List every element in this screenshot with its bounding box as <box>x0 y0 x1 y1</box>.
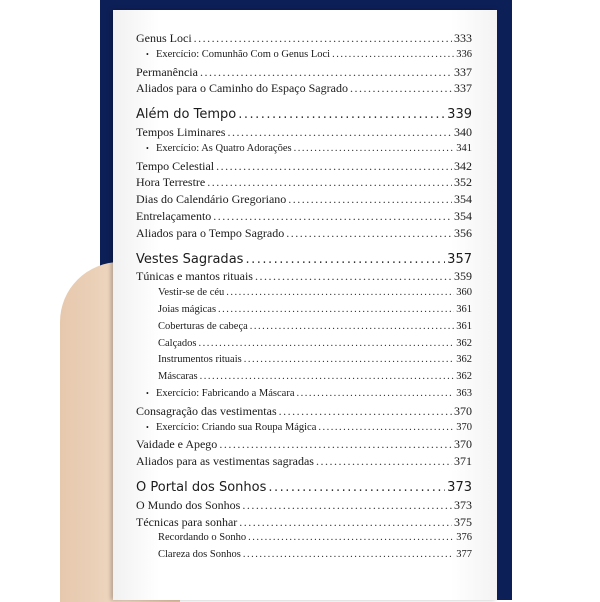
dot-leader <box>255 268 452 285</box>
toc-chapter-heading <box>136 252 472 269</box>
toc-title: Instrumentos rituais <box>158 354 242 366</box>
toc-page-number: 356 <box>454 225 472 240</box>
book-page <box>113 10 497 600</box>
toc-page-number: 336 <box>456 48 472 60</box>
toc-title: Tempo Celestial <box>136 158 215 173</box>
dot-leader <box>200 369 455 386</box>
dot-leader <box>207 174 452 191</box>
toc-title: Tempos Liminares <box>136 124 226 139</box>
toc-page-number: 339 <box>447 107 472 123</box>
toc-title: Técnicas para sonhar <box>136 514 238 529</box>
toc-entry <box>136 403 472 420</box>
toc-title: O Portal dos Sonhos <box>136 479 267 495</box>
toc-title: Exercício: Criando sua Roupa Mágica <box>156 421 317 433</box>
toc-title: Além do Tempo <box>136 107 237 123</box>
toc-title: Calçados <box>158 337 197 349</box>
dot-leader <box>350 80 452 97</box>
toc-exercise-item <box>136 47 472 64</box>
toc-entry <box>136 64 472 81</box>
toc-page-number: 360 <box>456 287 472 299</box>
dot-leader <box>248 530 454 547</box>
toc-entry <box>136 80 472 97</box>
dot-leader <box>245 252 445 269</box>
toc-title: Máscaras <box>158 371 198 383</box>
dot-leader <box>294 141 455 158</box>
toc-subsection-item <box>136 352 472 369</box>
toc-page-number: 362 <box>456 354 472 366</box>
dot-leader <box>200 64 452 81</box>
toc-page-number: 352 <box>454 175 472 190</box>
toc-subsection-item <box>136 369 472 386</box>
toc-entry <box>136 30 472 47</box>
toc-chapter-heading <box>136 107 472 124</box>
toc-entry <box>136 174 472 191</box>
toc-page-number: 376 <box>456 532 472 544</box>
toc-exercise-item <box>136 386 472 403</box>
toc-title: Entrelaçamento <box>136 208 212 223</box>
dot-leader <box>268 480 445 497</box>
toc-title: Exercício: Comunhão Com o Genus Loci <box>156 48 331 60</box>
dot-leader <box>279 403 452 420</box>
toc-entry <box>136 191 472 208</box>
dot-leader <box>213 208 452 225</box>
toc-page-number: 333 <box>454 31 472 45</box>
section-gap <box>136 242 472 252</box>
toc-entry <box>136 497 472 514</box>
toc-entry <box>136 225 472 242</box>
toc-entry <box>136 453 472 470</box>
dot-leader <box>332 47 454 64</box>
toc-page-number: 370 <box>456 421 472 433</box>
toc-entry <box>136 124 472 141</box>
toc-title: Joias mágicas <box>158 303 217 315</box>
toc-subsection-item <box>136 547 472 564</box>
dot-leader <box>238 107 445 124</box>
toc-title: Aliados para o Tempo Sagrado <box>136 225 285 240</box>
toc-page-number: 337 <box>454 81 472 96</box>
section-gap <box>136 470 472 480</box>
toc-exercise-item <box>136 141 472 158</box>
bullet-icon: • <box>146 143 149 153</box>
dot-leader <box>316 453 452 470</box>
toc-page-number: 342 <box>454 158 472 173</box>
toc-subsection-item <box>136 319 472 336</box>
toc-title: Permanência <box>136 64 198 79</box>
dot-leader <box>286 225 452 242</box>
toc-title: Consagração das vestimentas <box>136 403 277 418</box>
toc-title: Clareza dos Sonhos <box>158 549 241 561</box>
toc-page-number: 363 <box>456 387 472 399</box>
dot-leader <box>239 514 452 531</box>
toc-page-number: 362 <box>456 337 472 349</box>
toc-title: Vestir-se de céu <box>158 287 225 299</box>
dot-leader <box>227 124 452 141</box>
toc-exercise-item <box>136 420 472 437</box>
dot-leader <box>288 191 452 208</box>
dot-leader <box>226 285 454 302</box>
toc-page-number: 361 <box>456 303 472 315</box>
toc-title: Exercício: As Quatro Adorações <box>156 142 292 154</box>
toc-title: Vestes Sagradas <box>136 251 244 267</box>
table-of-contents <box>136 30 472 564</box>
dot-leader <box>318 420 454 437</box>
toc-chapter-heading <box>136 480 472 497</box>
toc-page-number: 370 <box>454 403 472 418</box>
bullet-icon: • <box>146 388 149 398</box>
toc-page-number: 371 <box>454 454 472 469</box>
toc-title: O Mundo dos Sonhos <box>136 497 241 512</box>
section-gap <box>136 97 472 107</box>
toc-entry <box>136 208 472 225</box>
toc-title: Dias do Calendário Gregoriano <box>136 192 287 207</box>
toc-title: Aliados para o Caminho do Espaço Sagrado <box>136 81 348 96</box>
toc-title: Túnicas e mantos rituais <box>136 269 253 284</box>
toc-page-number: 357 <box>447 251 472 267</box>
toc-subsection-item <box>136 302 472 319</box>
toc-entry <box>136 158 472 175</box>
toc-page-number: 359 <box>454 269 472 284</box>
toc-title: Vaidade e Apego <box>136 437 218 452</box>
toc-title: Genus Loci <box>136 31 192 45</box>
toc-page-number: 362 <box>456 371 472 383</box>
toc-subsection-item <box>136 285 472 302</box>
dot-leader <box>199 336 455 353</box>
toc-page-number: 370 <box>454 437 472 452</box>
toc-title: Recordando o Sonho <box>158 532 247 544</box>
dot-leader <box>194 30 452 47</box>
toc-page-number: 373 <box>447 479 472 495</box>
dot-leader <box>244 352 455 369</box>
toc-title: Aliados para as vestimentas sagradas <box>136 454 314 469</box>
toc-page-number: 340 <box>454 124 472 139</box>
toc-title: Exercício: Fabricando a Máscara <box>156 387 295 399</box>
toc-entry <box>136 514 472 531</box>
bullet-icon: • <box>146 422 149 432</box>
toc-page-number: 373 <box>454 497 472 512</box>
toc-page-number: 377 <box>456 549 472 561</box>
toc-subsection-item <box>136 530 472 547</box>
dot-leader <box>242 497 452 514</box>
dot-leader <box>219 436 452 453</box>
toc-page-number: 354 <box>454 208 472 223</box>
toc-subsection-item <box>136 336 472 353</box>
toc-page-number: 361 <box>456 320 472 332</box>
toc-page-number: 354 <box>454 192 472 207</box>
dot-leader <box>250 319 454 336</box>
toc-page-number: 375 <box>454 514 472 529</box>
toc-entry <box>136 436 472 453</box>
dot-leader <box>218 302 454 319</box>
toc-page-number: 337 <box>454 64 472 79</box>
toc-page-number: 341 <box>456 142 472 154</box>
dot-leader <box>296 386 454 403</box>
dot-leader <box>243 547 454 564</box>
toc-title: Coberturas de cabeça <box>158 320 248 332</box>
toc-entry <box>136 268 472 285</box>
toc-title: Hora Terrestre <box>136 175 206 190</box>
bullet-icon: • <box>146 49 149 59</box>
dot-leader <box>216 158 452 175</box>
